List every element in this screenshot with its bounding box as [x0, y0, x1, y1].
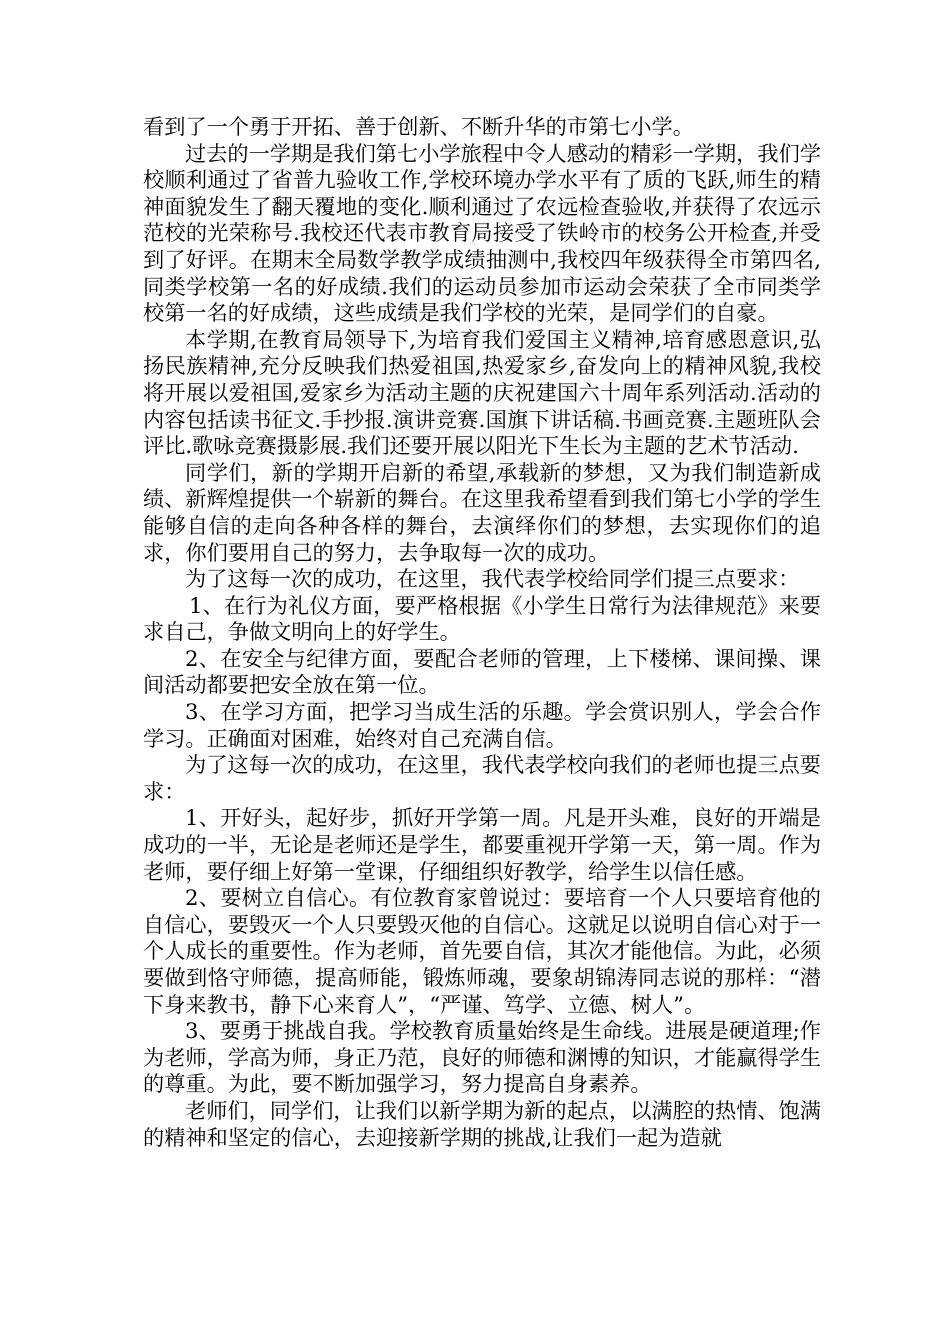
- teacher-requirement-1: 1、开好头，起好步，抓好开学第一周。凡是开头难，良好的开端是成功的一半，无论是老师还是学生，都要重视开学第一天，第一周。作为老师，要仔细上好第一堂课，仔细组织好教学，给学生以信任感。: [143, 805, 822, 884]
- paragraph-3: 本学期,在教育局领导下,为培育我们爱国主义精神,培育感恩意识,弘扬民族精神,充分反映我们热爱祖国,热爱家乡,奋发向上的精神风貌,我校将开展以爱祖国,爱家乡为活动主题的庆祝建国六十周年系列活动.活动的内容包括读书征文.手抄报.演讲竞赛.国旗下讲话稿.书画竞赛.主题班队会评比.歌咏竞赛摄影展.我们还要开展以阳光下生长为主题的艺术节活动.: [143, 326, 821, 459]
- teacher-requirements-intro: 为了这每一次的成功，在这里，我代表学校向我们的老师也提三点要求：: [143, 752, 821, 804]
- student-requirement-1: 1、在行为礼仪方面，要严格根据《小学生日常行为法律规范》来要求自己，争做文明向上的好学生。: [143, 592, 821, 645]
- student-requirement-3: 3、在学习方面，把学习当成生活的乐趣。学会赏识别人，学会合作学习。正确面对困难，始终对自己充满自信。: [143, 699, 821, 751]
- paragraph-5: 为了这每一次的成功，在这里，我代表学校给同学们提三点要求：: [185, 566, 800, 592]
- student-requirement-2: 2、在安全与纪律方面，要配合老师的管理，上下楼梯、课间操、课间活动都要把安全放在第一位。: [143, 645, 821, 698]
- paragraph-4: 同学们，新的学期开启新的希望,承载新的梦想，又为我们制造新成绩、新辉煌提供一个崭新的舞台。在这里我希望看到我们第七小学的学生能够自信的走向各种各样的舞台，去演绎你们的梦想，去实现你们的追求，你们要用自己的努力，去争取每一次的成功。: [143, 459, 822, 565]
- teacher-requirement-3: 3、要勇于挑战自我。学校教育质量始终是生命线。进展是硬道理;作为老师，学高为师，身正乃范，良好的师德和渊博的知识，才能赢得学生的尊重。为此，要不断加强学习，努力提高自身素养。: [143, 1018, 822, 1097]
- document-body: [143, 114, 821, 1151]
- closing-paragraph: 老师们，同学们，让我们以新学期为新的起点，以满腔的热情、饱满的精神和坚定的信心，去迎接新学期的挑战,让我们一起为造就: [143, 1097, 821, 1150]
- teacher-requirement-2: 2、要树立自信心。有位教育家曾说过：要培育一个人只要培育他的自信心，要毁灭一个人只要毁灭他的自信心。这就足以说明自信心对于一个人成长的重要性。作为老师，首先要自信，其次才能他信。为此，必须要做到恪守师德，提高师能，锻炼师魂，要象胡锦涛同志说的那样：“潜下身来教书，静下心来育人”，“严谨、笃学、立德、树人”。: [143, 885, 822, 1017]
- paragraph-1: 看到了一个勇于开拓、善于创新、不断升华的市第七小学。: [143, 114, 694, 139]
- paragraph-2: 过去的一学期是我们第七小学旅程中令人感动的精彩一学期，我们学校顺利通过了省普九验收工作,学校环境办学水平有了质的飞跃,师生的精神面貌发生了翻天覆地的变化.顺利通过了农远检查验收,并获得了农远示范校的光荣称号.我校还代表市教育局接受了铁岭市的校务公开检查,并受到了好评。在期末全局数学教学成绩抽测中,我校四年级获得全市第四名,同类学校第一名的好成绩.我们的运动员参加市运动会荣获了全市同类学校第一名的好成绩，这些成绩是我们学校的光荣，是同学们的自豪。: [143, 140, 821, 326]
